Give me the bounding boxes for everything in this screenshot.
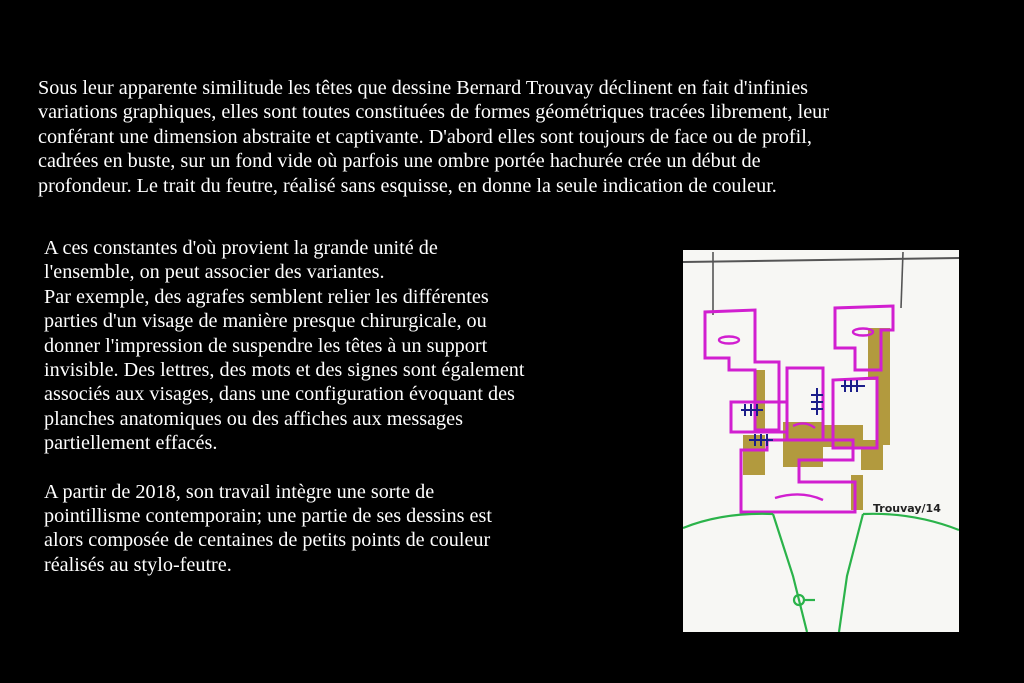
artwork-svg xyxy=(683,250,959,632)
body-paragraph-pointillism: A partir de 2018, son travail intègre une sorte de pointillisme contemporain; une partie de ses dessins est alors composée de centaines de petits points de couleur réalisés au stylo-feutre. xyxy=(44,480,492,576)
intro-paragraph: Sous leur apparente similitude les têtes que dessine Bernard Trouvay déclinent en fait d'infinies variations graphiques, elles sont toutes constituées de formes géométriques tracées librement, leur conférant une dimension abstraite et captivante. D'abord elles sont toujours de face ou de profil, cadrées en buste, sur un fond vide où parfois une ombre portée hachurée crée un début de profondeur. Le trait du feutre, réalisé sans esquisse, en donne la seule indication de couleur. xyxy=(38,77,829,197)
body-text-column xyxy=(44,236,644,577)
artist-signature: Trouvay/14 xyxy=(873,502,941,515)
paragraph-spacer xyxy=(44,456,644,480)
eyes xyxy=(719,329,873,344)
artwork-drawing xyxy=(683,250,959,632)
shoulders xyxy=(683,514,959,632)
mouth xyxy=(775,494,823,500)
body-paragraph-variants: A ces constantes d'où provient la grande unité de l'ensemble, on peut associer des variantes. Par exemple, des agrafes semblent relier les différentes parties d'un visage de manière presque chirurgicale, ou donner l'impression de suspendre les têtes à un support invisible. Des lettres, des mots et des signes sont également associés aux visages, dans une configuration évoquant des planches anatomiques ou des affiches aux messages partiellement effacés. xyxy=(44,237,525,455)
hanging-thread-right xyxy=(901,252,903,308)
support-line xyxy=(683,258,959,262)
